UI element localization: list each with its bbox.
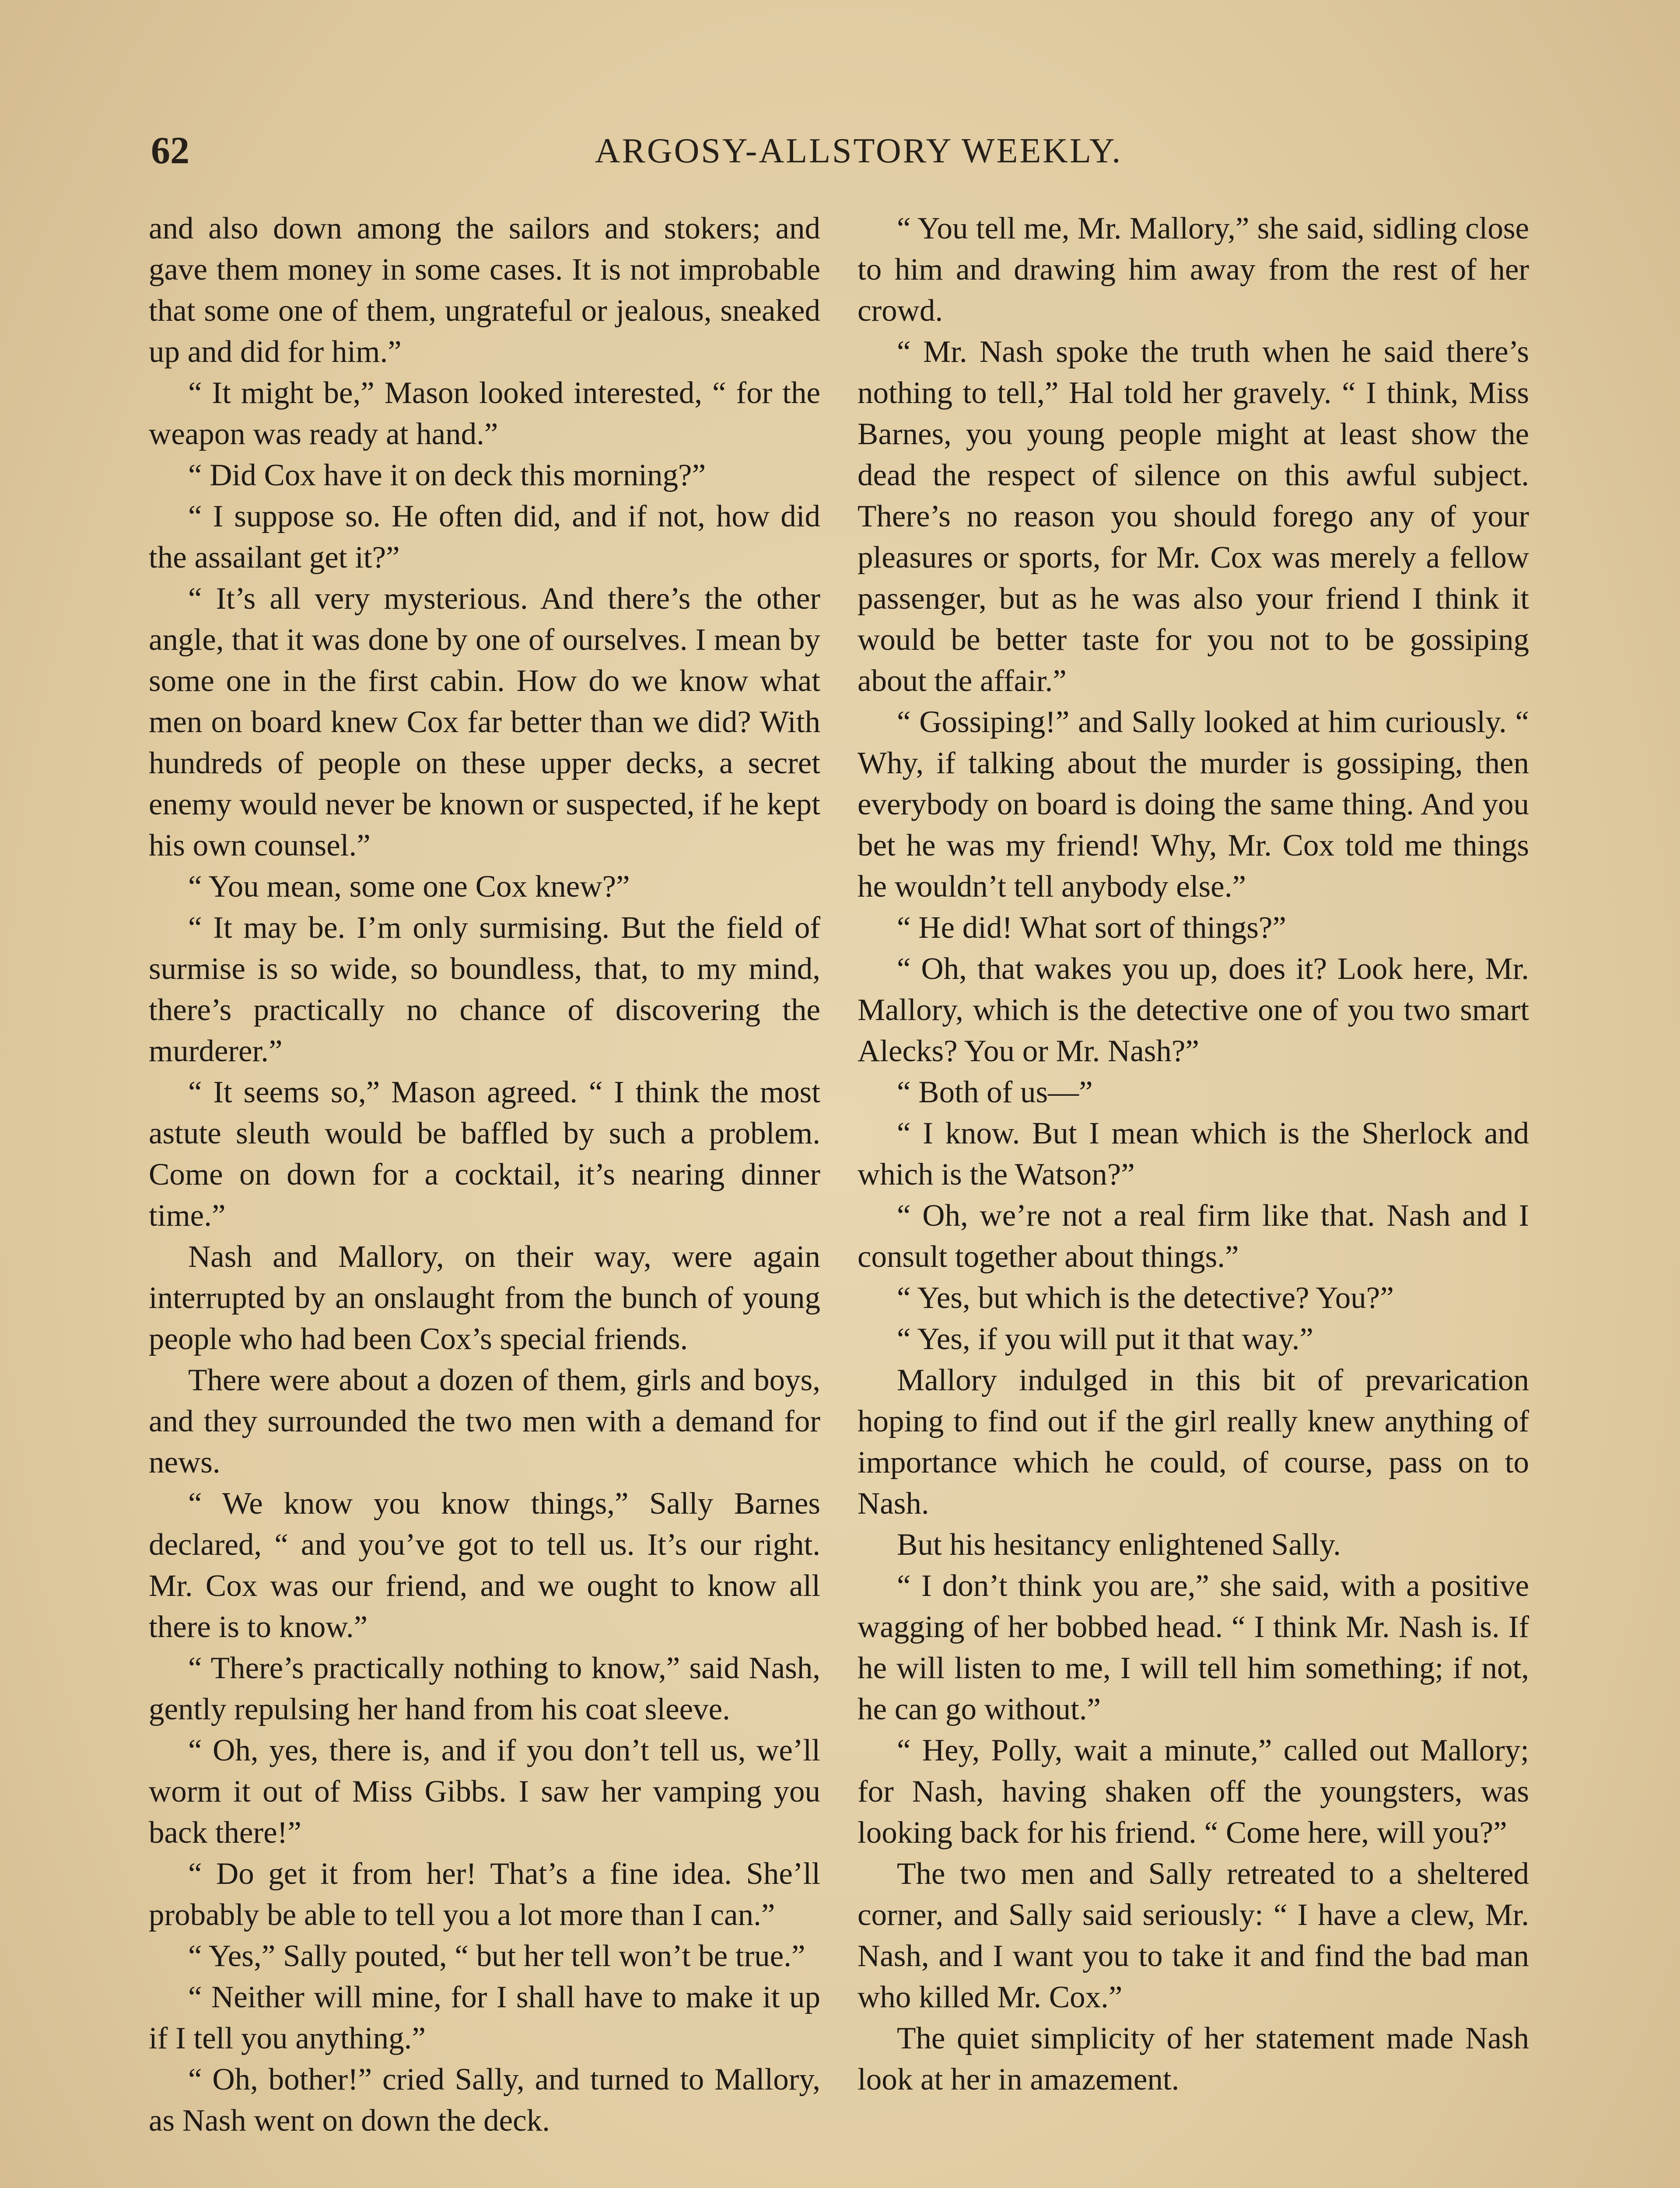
- paragraph: “ Both of us—”: [897, 1075, 1093, 1109]
- paragraph: “ It’s all very mysterious. And there’s the other angle, that it was done by one of ourselves. I mean by some one in the first cabin. How do we know what men on board knew Cox far better than we did? With hundreds of people on these upper decks, a secret enemy would never be known or suspected, if he kept his own counsel.”: [149, 582, 820, 863]
- paragraph: Mallory indulged in this bit of prevarication hoping to find out if the girl really knew anything of importance which he could, of course, pass on to Nash.: [858, 1363, 1529, 1521]
- paragraph: “ He did! What sort of things?”: [897, 911, 1286, 945]
- paragraph: and also down among the sailors and stokers; and gave them money in some cases. It is not improbable that some one of them, ungrateful or jealous, sneaked up and did for him.”: [149, 211, 820, 369]
- paragraph: “ There’s practically nothing to know,” said Nash, gently repulsing her hand from his coat sleeve.: [149, 1651, 820, 1726]
- paragraph: “ Hey, Polly, wait a minute,” called out Mallory; for Nash, having shaken off the youngsters, was looking back for his friend. “ Come here, will you?”: [858, 1733, 1529, 1850]
- paragraph: “ Yes, but which is the detective? You?”: [897, 1281, 1394, 1315]
- paragraph: “ Yes, if you will put it that way.”: [897, 1322, 1313, 1356]
- paragraph: Nash and Mallory, on their way, were again interrupted by an onslaught from the bunch of young people who had been Cox’s special friends.: [149, 1240, 820, 1356]
- right-column: [858, 208, 1529, 2188]
- page-number: 62: [151, 130, 189, 172]
- paragraph: “ Mr. Nash spoke the truth when he said there’s nothing to tell,” Hal told her gravely. “ I think, Miss Barnes, you young people might at least show the dead the respect of silence on this awful subject. There’s no reason you should forego any of your pleasures or sports, for Mr. Cox was merely a fellow passenger, but as he was also your friend I think it would be better taste for you not to be gossiping about the affair.”: [858, 335, 1529, 698]
- paragraph: The quiet simplicity of her statement made Nash look at her in amazement.: [858, 2021, 1529, 2097]
- paragraph: “ You mean, some one Cox knew?”: [188, 870, 630, 904]
- paragraph: “ Oh, bother!” cried Sally, and turned to Mallory, as Nash went on down the deck.: [149, 2062, 820, 2138]
- paragraph: “ Yes,” Sally pouted, “ but her tell won’t be true.”: [188, 1939, 805, 1973]
- paragraph: “ Did Cox have it on deck this morning?”: [188, 458, 706, 492]
- paragraph: “ It might be,” Mason looked interested, “ for the weapon was ready at hand.”: [149, 376, 820, 451]
- paragraph: “ It may be. I’m only surmising. But the field of surmise is so wide, so boundless, that, to my mind, there’s practically no chance of discovering the murderer.”: [149, 911, 820, 1068]
- paragraph: “ Oh, we’re not a real firm like that. Nash and I consult together about things.”: [858, 1199, 1529, 1274]
- paragraph: “ Neither will mine, for I shall have to make it up if I tell you anything.”: [149, 1980, 820, 2055]
- paragraph: “ It seems so,” Mason agreed. “ I think the most astute sleuth would be baffled by such a problem. Come on down for a cocktail, it’s nearing dinner time.”: [149, 1075, 820, 1233]
- paragraph: “ We know you know things,” Sally Barnes declared, “ and you’ve got to tell us. It’s our right. Mr. Cox was our friend, and we ought to know all there is to know.”: [149, 1487, 820, 1644]
- paragraph: There were about a dozen of them, girls and boys, and they surrounded the two men with a demand for news.: [149, 1363, 820, 1480]
- paragraph: “ I know. But I mean which is the Sherlock and which is the Watson?”: [858, 1116, 1529, 1192]
- paragraph: The two men and Sally retreated to a sheltered corner, and Sally said seriously: “ I have a clew, Mr. Nash, and I want you to take it and find the bad man who killed Mr. Cox.”: [858, 1857, 1529, 2014]
- paragraph: “ I suppose so. He often did, and if not, how did the assailant get it?”: [149, 499, 820, 575]
- paragraph: “ Oh, that wakes you up, does it? Look here, Mr. Mallory, which is the detective one of you two smart Alecks? You or Mr. Nash?”: [858, 952, 1529, 1068]
- paragraph: “ I don’t think you are,” she said, with a positive wagging of her bobbed head. “ I think Mr. Nash is. If he will listen to me, I will tell him something; if not, he can go without.”: [858, 1569, 1529, 1726]
- page-header: [151, 123, 1566, 179]
- running-head: ARGOSY-ALLSTORY WEEKLY.: [595, 132, 1123, 170]
- paragraph: But his hesitancy enlightened Sally.: [897, 1528, 1341, 1562]
- paragraph: “ Oh, yes, there is, and if you don’t tell us, we’ll worm it out of Miss Gibbs. I saw her vamping you back there!”: [149, 1733, 820, 1850]
- paragraph: “ Gossiping!” and Sally looked at him curiously. “ Why, if talking about the murder is gossiping, then everybody on board is doing the same thing. And you bet he was my friend! Why, Mr. Cox told me things he wouldn’t tell anybody else.”: [858, 705, 1529, 904]
- paragraph: “ You tell me, Mr. Mallory,” she said, sidling close to him and drawing him away from the rest of her crowd.: [858, 211, 1529, 328]
- left-column: [149, 208, 820, 2188]
- paragraph: “ Do get it from her! That’s a fine idea. She’ll probably be able to tell you a lot more than I can.”: [149, 1857, 820, 1932]
